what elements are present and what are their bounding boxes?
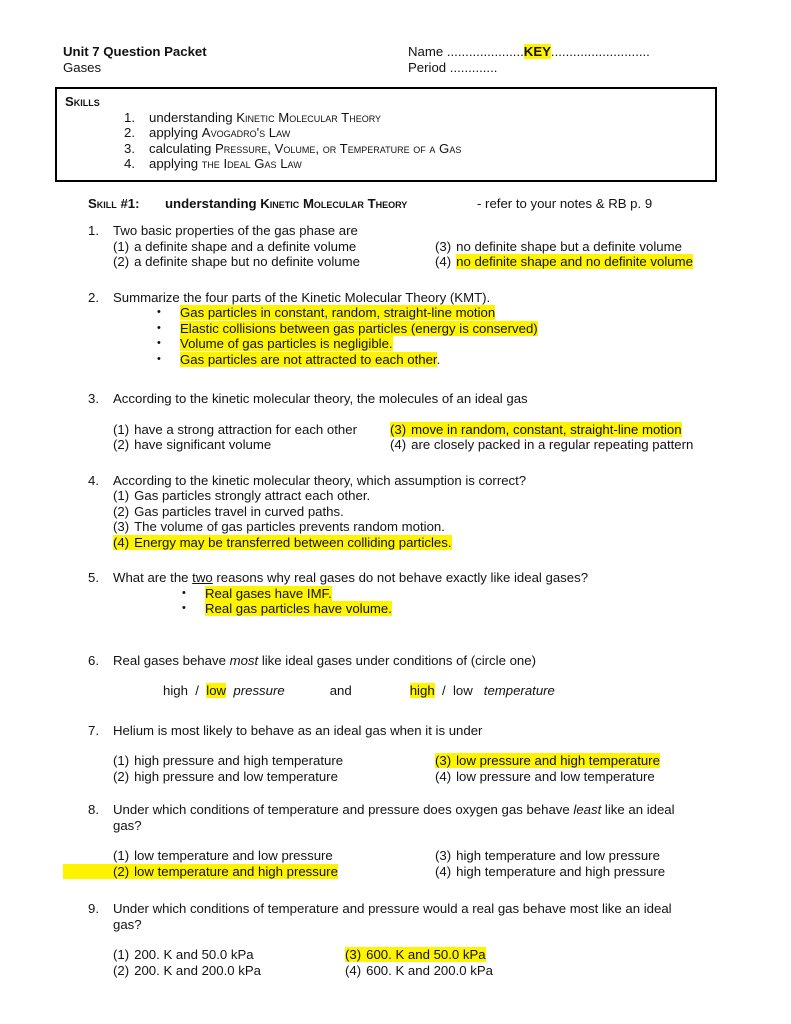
skills-list-item	[65, 110, 707, 126]
question-list	[63, 223, 728, 978]
skills-list	[65, 110, 707, 172]
option-label: (3)	[390, 421, 407, 437]
answer-option-highlighted	[435, 254, 693, 269]
bullet-icon: •	[157, 306, 161, 318]
option-text: Gas particles travel in curved paths.	[134, 503, 344, 519]
answer-option-right	[390, 437, 693, 453]
spacer	[113, 668, 728, 683]
question	[63, 391, 728, 453]
option-text: a definite shape and a definite volume	[134, 238, 357, 254]
answer-option-right	[345, 963, 493, 979]
answer-option	[113, 753, 343, 768]
question	[63, 473, 728, 551]
text-run: reasons why real gases do not behave exactly like ideal gases?	[212, 570, 589, 585]
highlighted-text: Real gases have IMF.	[205, 585, 332, 601]
option-text: high pressure and low temperature	[134, 768, 338, 784]
circle-one-line	[113, 683, 728, 699]
text-run: Summarize the four parts of the Kinetic Molecular Theory (KMT).	[113, 289, 491, 305]
option-label: (4)	[345, 962, 362, 978]
answer-option-highlighted	[435, 753, 660, 768]
question-number: 6.	[88, 652, 99, 668]
answer-option	[113, 947, 254, 962]
option-text: 200. K and 200.0 kPa	[134, 962, 261, 978]
answer-option-highlighted	[113, 535, 452, 550]
option-label: (1)	[113, 488, 130, 503]
skills-title: Skills	[65, 94, 100, 109]
answer-option	[113, 437, 271, 452]
option-label: (1)	[113, 848, 130, 863]
question	[63, 723, 728, 785]
highlighted-text: KEY	[523, 44, 551, 59]
bullet-icon: •	[157, 321, 161, 334]
option-label: (2)	[113, 503, 130, 519]
option-text: Gas particles strongly attract each other.	[134, 488, 371, 503]
option-label: (1)	[113, 421, 130, 437]
spacer	[352, 694, 410, 695]
text-run: Helium is most likely to behave as an ideal gas when it is under	[113, 722, 483, 738]
answer-option-row	[113, 753, 728, 769]
text-run: /	[187, 683, 207, 698]
option-text: a definite shape but no definite volume	[134, 254, 360, 269]
answer-option	[113, 239, 356, 254]
highlighted-text: Elastic collisions between gas particles (energy is conserved)	[180, 320, 538, 336]
bullet-item	[113, 305, 728, 321]
bullet-icon: •	[182, 602, 186, 614]
option-text: low pressure and high temperature	[456, 753, 660, 768]
text-run: and	[329, 683, 352, 698]
highlighted-text: Gas particles are not attracted to each other	[180, 351, 437, 367]
text-run	[473, 683, 484, 698]
skills-list-item	[65, 156, 707, 172]
text-run: like ideal gases under conditions of (circle one)	[258, 652, 536, 668]
highlighted-text: Real gas particles have volume.	[205, 601, 392, 616]
question-number: 1.	[88, 223, 99, 238]
answer-option-right	[345, 947, 486, 963]
answer-option	[435, 848, 660, 863]
text-run: gas?	[113, 916, 142, 932]
text-run: /	[434, 683, 453, 698]
answer-option-row	[113, 437, 728, 453]
answer-option-highlighted	[390, 422, 682, 437]
bullet-item	[113, 601, 728, 617]
text-run: Name	[408, 44, 447, 59]
option-text: move in random, constant, straight-line motion	[411, 421, 682, 437]
text-run: ...........................	[550, 44, 650, 59]
question-prompt	[113, 391, 728, 407]
text-run: Under which conditions of temperature and pressure does oxygen gas behave	[113, 802, 574, 817]
answer-option	[113, 504, 344, 519]
option-label: (3)	[345, 947, 362, 962]
question-prompt	[113, 570, 728, 586]
text-run: Kinetic Molecular Theory	[260, 195, 408, 211]
spacer	[285, 694, 330, 695]
option-label: (4)	[435, 254, 452, 269]
skill-heading-note: - refer to your notes & RB p. 9	[477, 195, 653, 211]
answer-option-right	[435, 753, 660, 769]
answer-option	[435, 864, 665, 879]
skill-heading-title	[165, 196, 407, 211]
answer-option	[435, 239, 682, 254]
text-run: most	[229, 652, 259, 668]
question	[63, 901, 728, 978]
option-label: (1)	[113, 947, 130, 962]
answer-option-right	[435, 254, 693, 270]
bullet-item	[113, 321, 728, 337]
highlighted-text: Volume of gas particles is negligible.	[180, 336, 393, 351]
question-prompt	[113, 473, 728, 489]
answer-option-row	[113, 848, 728, 864]
text-run: Period	[408, 59, 450, 75]
question-number: 2.	[88, 289, 99, 305]
skill-heading	[63, 196, 728, 212]
question-prompt	[113, 723, 728, 739]
text-run: calculating	[149, 140, 215, 156]
bullet-icon: •	[182, 586, 186, 599]
option-text: no definite shape but a definite volume	[456, 238, 682, 254]
option-label: (3)	[113, 519, 130, 534]
text-run: What are the	[113, 570, 193, 585]
question-prompt	[113, 290, 728, 306]
option-label: (3)	[435, 848, 452, 863]
text-run: understanding	[165, 195, 261, 211]
answer-option	[113, 769, 338, 784]
answer-option	[113, 848, 333, 863]
answer-option-row	[113, 864, 728, 880]
highlighted-text: Gas particles in constant, random, straight-line motion	[180, 305, 496, 320]
text-run: high	[163, 683, 188, 698]
text-run: applying	[149, 156, 202, 171]
bullet-item	[113, 352, 728, 368]
answer-option	[113, 963, 261, 978]
question-number: 4.	[88, 472, 99, 488]
question-prompt	[113, 653, 728, 669]
question	[63, 802, 728, 879]
answer-option-row	[113, 239, 728, 255]
highlighted-text: high	[409, 683, 435, 698]
answer-option	[113, 254, 360, 269]
text-run: two	[192, 570, 213, 585]
text-run: the Ideal Gas Law	[201, 156, 302, 171]
question-number: 8.	[88, 802, 99, 817]
answer-option-highlighted	[345, 947, 486, 962]
bullet-item	[113, 336, 728, 352]
page-title: Unit 7 Question Packet	[63, 44, 207, 59]
option-label: (3)	[435, 753, 452, 768]
option-text: 600. K and 200.0 kPa	[366, 962, 493, 978]
answer-option-row	[113, 519, 728, 535]
period-line	[408, 60, 650, 76]
answer-option	[113, 519, 445, 534]
text-run: Under which conditions of temperature and pressure would a real gas behave most like an ideal	[113, 901, 672, 916]
option-label: (1)	[113, 753, 130, 768]
text-run: Kinetic Molecular Theory	[236, 109, 382, 125]
option-label: (4)	[113, 534, 130, 550]
option-label: (3)	[435, 238, 452, 254]
skill-number: 3.	[124, 140, 135, 156]
option-text: have significant volume	[134, 437, 272, 452]
option-label: (2)	[113, 962, 130, 978]
question-number: 9.	[88, 901, 99, 916]
option-text: Energy may be transferred between colliding particles.	[134, 534, 452, 550]
answer-option-row	[113, 504, 728, 520]
name-period-block	[408, 44, 650, 75]
text-run: gas?	[113, 817, 142, 833]
answer-option-row	[113, 963, 728, 979]
bullet-item	[113, 586, 728, 602]
answer-option-row	[113, 769, 728, 785]
highlighted-text: low	[206, 683, 227, 698]
answer-option	[390, 437, 693, 452]
text-run: Real gases behave	[113, 652, 230, 668]
text-run: pressure	[233, 683, 285, 698]
spacer	[113, 407, 728, 422]
answer-option-row	[113, 422, 728, 438]
page-subtitle: Gases	[63, 59, 102, 75]
skill-number: 2.	[124, 125, 135, 140]
text-run: Two basic properties of the gas phase are	[113, 223, 358, 238]
question-prompt	[113, 223, 728, 239]
text-run: .....................	[446, 44, 524, 59]
option-text: have a strong attraction for each other	[134, 421, 357, 437]
option-text: The volume of gas particles prevents random motion.	[134, 519, 445, 534]
option-label: (2)	[113, 768, 130, 784]
answer-option-row	[113, 947, 728, 963]
option-text: high temperature and high pressure	[456, 863, 666, 879]
answer-option-row	[113, 488, 728, 504]
text-run: According to the kinetic molecular theory, which assumption is correct?	[113, 472, 527, 488]
answer-option	[435, 769, 655, 784]
option-text: 600. K and 50.0 kPa	[366, 947, 486, 962]
question-prompt	[113, 802, 728, 818]
text-run: temperature	[483, 683, 555, 698]
question-prompt	[113, 818, 728, 834]
option-label: (2)	[113, 863, 130, 879]
spacer	[113, 738, 728, 753]
skills-list-item	[65, 125, 707, 141]
question	[63, 570, 728, 617]
text-run: According to the kinetic molecular theory, the molecules of an ideal gas	[113, 391, 528, 406]
answer-option-highlighted	[63, 864, 338, 880]
answer-option-row	[113, 535, 728, 551]
option-text: low temperature and low pressure	[134, 848, 333, 863]
option-label: (2)	[113, 254, 130, 269]
spacer	[113, 833, 728, 848]
question	[63, 653, 728, 699]
option-text: high pressure and high temperature	[134, 753, 344, 768]
option-label: (1)	[113, 238, 130, 254]
header	[63, 44, 728, 75]
text-run: least	[573, 802, 602, 817]
bullet-icon: •	[157, 352, 161, 365]
text-run: .............	[449, 59, 498, 75]
option-text: are closely packed in a regular repeating pattern	[411, 437, 694, 452]
question-prompt	[113, 901, 728, 917]
option-label: (2)	[113, 437, 130, 452]
question-number: 5.	[88, 570, 99, 585]
name-line	[408, 44, 650, 60]
skill-heading-label: Skill #1:	[88, 195, 140, 211]
answer-option-right	[390, 422, 682, 438]
option-text: 200. K and 50.0 kPa	[134, 947, 254, 962]
skills-list-item	[65, 141, 707, 157]
option-label: (4)	[435, 863, 452, 879]
answer-option	[113, 422, 357, 437]
text-run: low	[452, 683, 473, 698]
option-text: no definite shape and no definite volume	[456, 254, 693, 269]
question-number: 7.	[88, 722, 99, 738]
answer-option-row	[113, 254, 728, 270]
option-text: low pressure and low temperature	[456, 768, 655, 784]
answer-option-right	[435, 239, 682, 255]
skills-box	[55, 87, 717, 182]
option-text: high temperature and low pressure	[456, 848, 660, 863]
spacer	[113, 694, 163, 695]
option-label: (4)	[435, 768, 452, 784]
answer-option	[345, 963, 493, 978]
answer-option-right	[435, 864, 665, 880]
text-run: like an ideal	[601, 802, 675, 817]
text-run: Avogadro's Law	[201, 125, 291, 140]
question-prompt	[113, 917, 728, 933]
text-run: Pressure, Volume, or Temperature of a Gas	[214, 140, 462, 156]
question	[63, 290, 728, 368]
text-run: understanding	[149, 109, 237, 125]
question-number: 3.	[88, 391, 99, 406]
answer-option-right	[435, 769, 655, 785]
text-run: applying	[149, 125, 202, 140]
option-text: low temperature and high pressure	[134, 863, 338, 879]
skill-number: 4.	[124, 156, 135, 171]
skill-number: 1.	[124, 109, 135, 125]
text-run: .	[436, 351, 441, 367]
option-label: (4)	[390, 437, 407, 452]
spacer	[113, 932, 728, 947]
answer-option-right	[435, 848, 660, 864]
bullet-icon: •	[157, 337, 161, 349]
answer-option	[113, 488, 370, 503]
question	[63, 223, 728, 270]
